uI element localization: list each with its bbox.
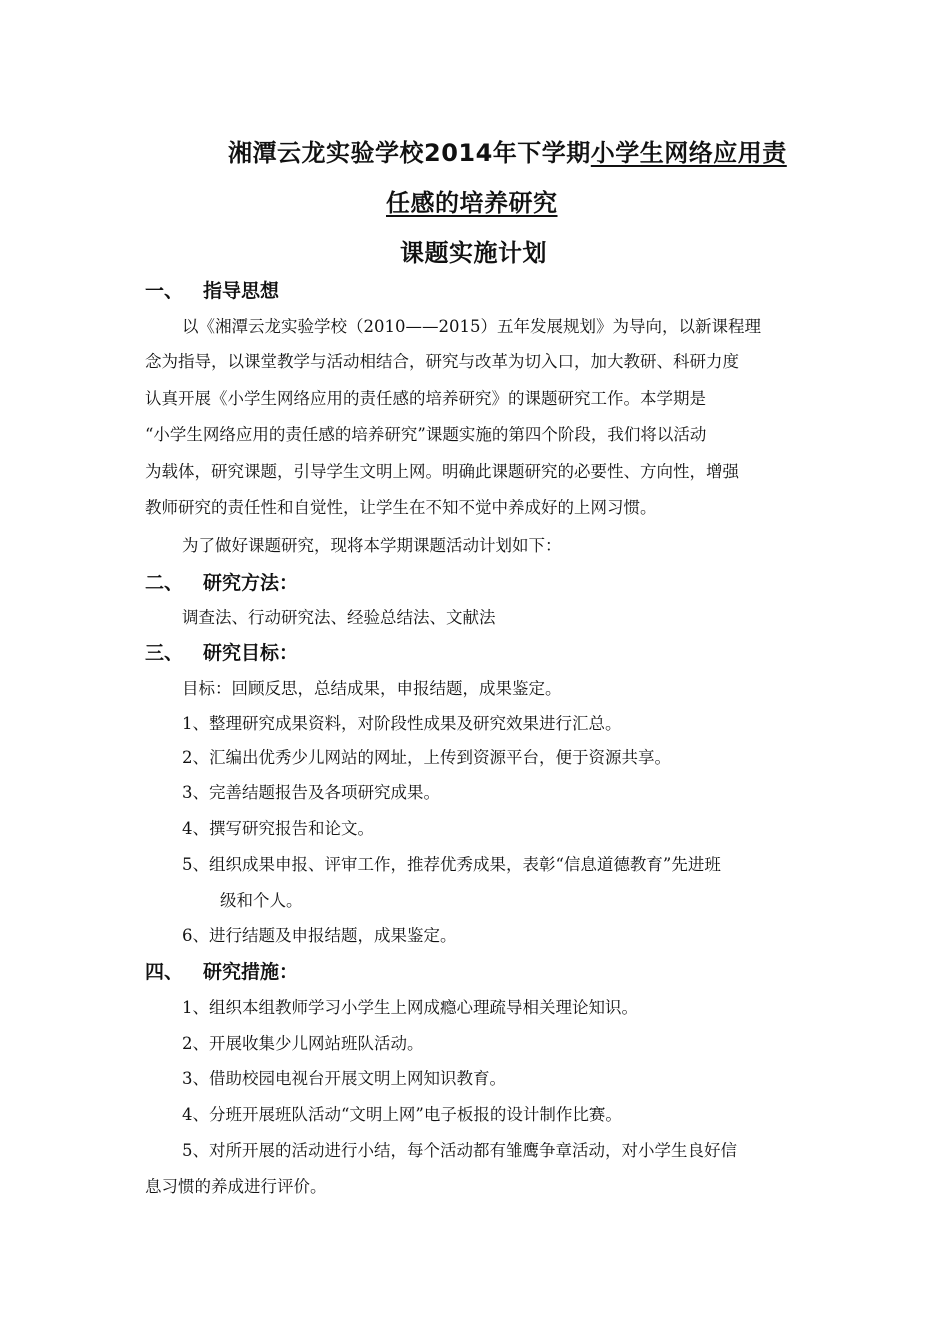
paragraph-line: 为载体，研究课题，引导学生文明上网。明确此课题研究的必要性、方向性，增强 (145, 462, 739, 481)
section-title: 研究措施： (203, 961, 299, 983)
list-item: 3、借助校园电视台开展文明上网知识教育。 (182, 1069, 506, 1088)
goal-intro: 目标：回顾反思，总结成果，申报结题，成果鉴定。 (182, 679, 562, 698)
list-item: 3、完善结题报告及各项研究成果。 (182, 783, 440, 802)
paragraph-line: 教师研究的责任性和自觉性，让学生在不知不觉中养成好的上网习惯。 (145, 498, 657, 517)
document-title-line-2: 任感的培养研究 (386, 189, 558, 217)
list-item: 4、分班开展班队活动“文明上网”电子板报的设计制作比赛。 (182, 1105, 622, 1124)
closing-line: 为了做好课题研究，现将本学期课题活动计划如下： (182, 536, 562, 555)
section-4-heading (145, 957, 298, 984)
list-item: 1、组织本组教师学习小学生上网成瘾心理疏导相关理论知识。 (182, 998, 638, 1017)
list-item-continuation: 息习惯的养成进行评价。 (145, 1177, 327, 1196)
section-2-heading (145, 568, 298, 595)
paragraph-line: 以《湘潭云龙实验学校（2010——2015）五年发展规划》为导向，以新课程理 (182, 317, 761, 336)
list-item: 2、开展收集少儿网站班队活动。 (182, 1034, 424, 1053)
section-1-heading (145, 276, 279, 303)
section-number: 四、 (145, 961, 184, 983)
section-number: 二、 (145, 572, 184, 594)
section-3-heading (145, 638, 298, 665)
list-item: 4、撰写研究报告和论文。 (182, 819, 374, 838)
document-subtitle: 课题实施计划 (400, 239, 547, 267)
title-underlined-part: 小学生网络应用责 (590, 139, 787, 167)
list-item: 1、整理研究成果资料，对阶段性成果及研究效果进行汇总。 (182, 714, 622, 733)
paragraph-line: “小学生网络应用的责任感的培养研究”课题实施的第四个阶段，我们将以活动 (145, 425, 707, 444)
list-item: 5、对所开展的活动进行小结，每个活动都有雏鹰争章活动，对小学生良好信 (182, 1141, 737, 1160)
section-title: 研究方法： (203, 572, 299, 594)
section-number: 三、 (145, 642, 184, 664)
paragraph-line: 念为指导，以课堂教学与活动相结合，研究与改革为切入口，加大教研、科研力度 (145, 352, 739, 371)
list-item: 5、组织成果申报、评审工作，推荐优秀成果，表彰“信息道德教育”先进班 (182, 855, 721, 874)
title-plain: 湘潭云龙实验学校2014年下学期 (228, 139, 591, 167)
paragraph-line: 认真开展《小学生网络应用的责任感的培养研究》的课题研究工作。本学期是 (145, 389, 706, 408)
list-item: 2、汇编出优秀少儿网站的网址，上传到资源平台，便于资源共享。 (182, 748, 671, 767)
methods-line: 调查法、行动研究法、经验总结法、文献法 (182, 608, 496, 627)
section-title: 指导思想 (203, 280, 280, 302)
list-item-continuation: 级和个人。 (220, 891, 303, 910)
list-item: 6、进行结题及申报结题，成果鉴定。 (182, 926, 457, 945)
document-title-line-1 (228, 133, 787, 168)
section-title: 研究目标： (203, 642, 299, 664)
section-number: 一、 (145, 280, 184, 302)
